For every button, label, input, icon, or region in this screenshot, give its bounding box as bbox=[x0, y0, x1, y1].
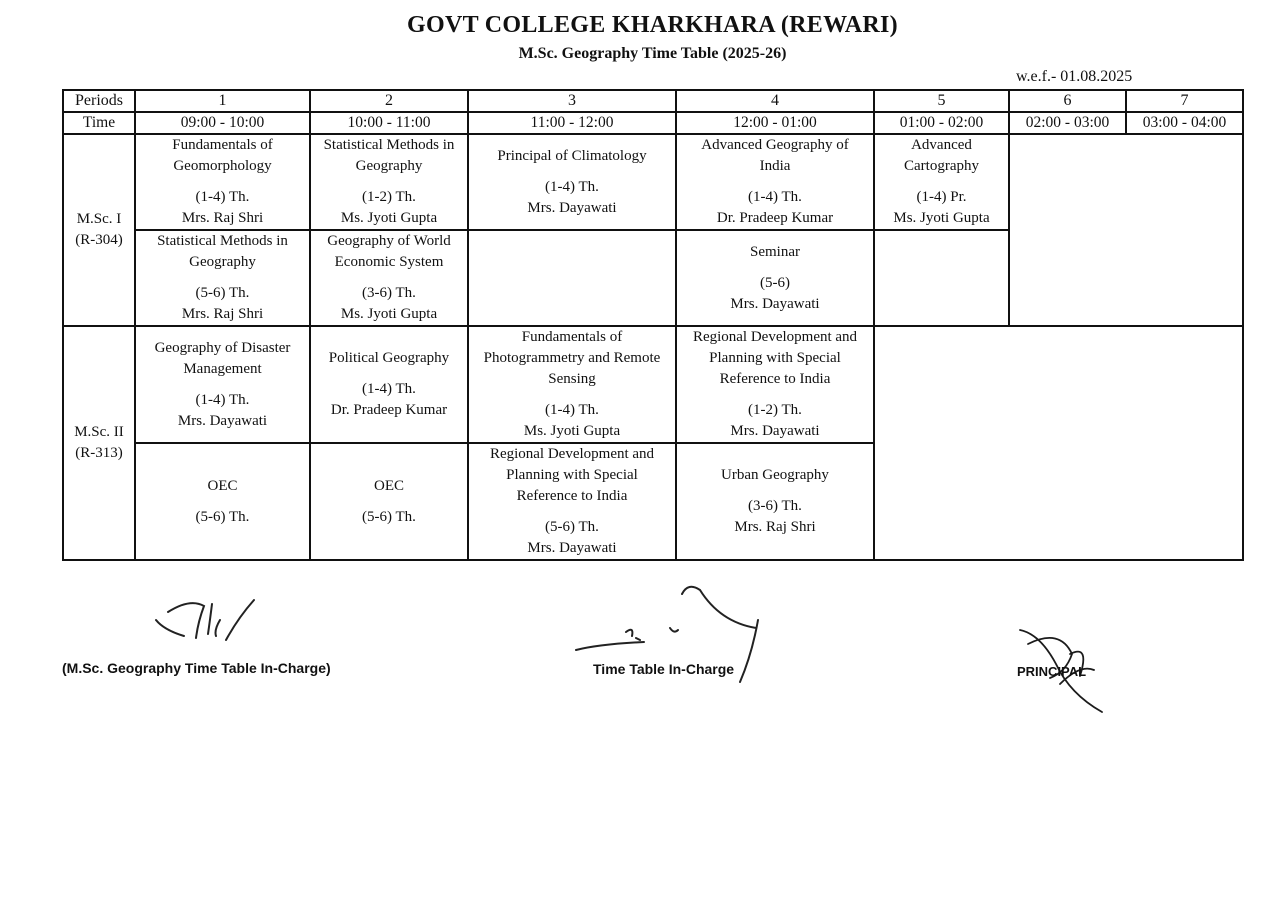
period-number: 4 bbox=[676, 90, 874, 112]
empty-cell bbox=[874, 326, 1243, 560]
timetable-cell bbox=[874, 134, 1009, 230]
timetable-cell bbox=[135, 230, 310, 326]
spacer bbox=[312, 369, 466, 379]
course-code: (5-6) Th. bbox=[195, 508, 250, 525]
class-name: M.Sc. I bbox=[76, 211, 122, 227]
signature-label-right: PRINCIPAL bbox=[1017, 664, 1087, 679]
subject-title: Photogrammetry and Remote bbox=[483, 350, 661, 366]
timetable bbox=[62, 89, 1244, 561]
subject-title: Management bbox=[183, 360, 262, 377]
spacer bbox=[678, 177, 872, 187]
timetable-cell bbox=[676, 134, 874, 230]
spacer bbox=[312, 497, 466, 507]
spacer bbox=[678, 390, 872, 400]
spacer bbox=[137, 380, 308, 390]
timetable-cell bbox=[676, 443, 874, 560]
timetable-cell bbox=[310, 326, 468, 443]
teacher-name: Mrs. Dayawati bbox=[730, 423, 820, 439]
teacher-name: Ms. Jyoti Gupta bbox=[893, 210, 990, 226]
timetable-cell bbox=[135, 443, 310, 560]
teacher-name: Mrs. Dayawati bbox=[177, 412, 268, 429]
subject-title: Geomorphology bbox=[173, 158, 272, 174]
teacher-name: Mrs. Dayawati bbox=[730, 295, 820, 312]
teacher-name: Mrs. Dayawati bbox=[527, 540, 617, 556]
teacher-name: Mrs. Dayawati bbox=[527, 199, 617, 216]
teacher-name: Dr. Pradeep Kumar bbox=[716, 210, 834, 226]
course-code: (1-4) Th. bbox=[748, 189, 802, 205]
spacer bbox=[137, 497, 308, 507]
periods-row bbox=[63, 90, 1243, 112]
subject-title: Fundamentals of bbox=[172, 137, 273, 153]
spacer bbox=[137, 177, 308, 187]
subject-title: Statistical Methods in bbox=[323, 137, 455, 153]
timetable-cell bbox=[310, 443, 468, 560]
subject-title: Reference to India bbox=[719, 371, 831, 387]
period-number: 1 bbox=[135, 90, 310, 112]
subject-title: Regional Development and bbox=[489, 446, 655, 462]
empty-cell bbox=[874, 230, 1009, 326]
teacher-name: Mrs. Raj Shri bbox=[181, 210, 264, 226]
timetable-cell bbox=[310, 230, 468, 326]
teacher-name: Ms. Jyoti Gupta bbox=[523, 423, 621, 439]
class-label-msc2 bbox=[63, 326, 135, 560]
course-code: (1-4) Pr. bbox=[916, 189, 967, 205]
teacher-name: Mrs. Raj Shri bbox=[181, 306, 264, 322]
timetable-cell bbox=[676, 326, 874, 443]
spacer bbox=[137, 273, 308, 283]
teacher-name: Ms. Jyoti Gupta bbox=[340, 210, 438, 226]
class-name: M.Sc. II bbox=[74, 424, 124, 440]
subject-title: Regional Development and bbox=[692, 329, 858, 345]
time-slot: 01:00 - 02:00 bbox=[874, 112, 1009, 134]
time-slot: 09:00 - 10:00 bbox=[135, 112, 310, 134]
empty-cell bbox=[468, 230, 676, 326]
subject-title: Political Geography bbox=[328, 350, 450, 366]
period-number: 3 bbox=[468, 90, 676, 112]
timetable-cell bbox=[468, 443, 676, 560]
period-number: 6 bbox=[1009, 90, 1126, 112]
time-slot: 11:00 - 12:00 bbox=[468, 112, 676, 134]
signature-left bbox=[150, 590, 270, 650]
time-row bbox=[63, 112, 1243, 134]
subject-title: Geography bbox=[189, 254, 256, 270]
course-code: (5-6) Th. bbox=[195, 285, 250, 301]
subject-title: India bbox=[759, 158, 791, 174]
course-code: (1-2) Th. bbox=[748, 402, 802, 418]
teacher-name: Mrs. Raj Shri bbox=[734, 519, 816, 535]
timetable-cell bbox=[468, 134, 676, 230]
subject-title: OEC bbox=[374, 477, 404, 494]
teacher-name: Dr. Pradeep Kumar bbox=[330, 402, 448, 418]
subject-title: Geography of World bbox=[327, 233, 451, 249]
subject-title: Fundamentals of bbox=[521, 329, 623, 345]
subject-title: Economic System bbox=[334, 254, 444, 270]
timetable-cell bbox=[135, 134, 310, 230]
subject-title: Statistical Methods in bbox=[157, 233, 288, 249]
timetable-cell bbox=[676, 230, 874, 326]
teacher-name: Ms. Jyoti Gupta bbox=[340, 306, 438, 322]
class-label-msc1 bbox=[63, 134, 135, 326]
spacer bbox=[470, 390, 674, 400]
subject-title: Sensing bbox=[548, 371, 596, 387]
timetable-cell bbox=[135, 326, 310, 443]
spacer bbox=[470, 167, 674, 177]
subject-title: Advanced Geography of bbox=[701, 137, 849, 153]
room-number: (R-313) bbox=[75, 445, 123, 461]
subject-title: Cartography bbox=[904, 158, 979, 174]
spacer bbox=[678, 486, 872, 496]
spacer bbox=[312, 273, 466, 283]
effective-date: w.e.f.- 01.08.2025 bbox=[1016, 68, 1133, 85]
spacer bbox=[876, 177, 1007, 187]
course-code: (5-6) Th. bbox=[362, 508, 416, 525]
subject-title: OEC bbox=[207, 477, 238, 494]
period-number: 2 bbox=[310, 90, 468, 112]
time-slot: 03:00 - 04:00 bbox=[1126, 112, 1243, 134]
subject-title: Urban Geography bbox=[721, 467, 829, 483]
subject-title: Planning with Special bbox=[709, 350, 841, 366]
subject-title: Geography of Disaster bbox=[154, 339, 291, 356]
periods-label: Periods bbox=[63, 90, 135, 112]
course-code: (1-4) Th. bbox=[195, 189, 250, 205]
room-number: (R-304) bbox=[75, 232, 123, 248]
course-code: (1-4) Th. bbox=[545, 178, 599, 195]
empty-cell bbox=[1009, 134, 1243, 326]
spacer bbox=[678, 263, 872, 273]
course-code: (3-6) Th. bbox=[748, 498, 802, 514]
subject-title: Reference to India bbox=[516, 488, 628, 504]
timetable-cell bbox=[468, 326, 676, 443]
period-number: 7 bbox=[1126, 90, 1243, 112]
course-code: (3-6) Th. bbox=[362, 285, 416, 301]
subject-title: Geography bbox=[355, 158, 423, 174]
time-slot: 02:00 - 03:00 bbox=[1009, 112, 1126, 134]
signature-label-left: (M.Sc. Geography Time Table In-Charge) bbox=[62, 660, 331, 676]
time-slot: 12:00 - 01:00 bbox=[676, 112, 874, 134]
subject-title: Seminar bbox=[750, 243, 800, 260]
subject-title: Advanced bbox=[911, 137, 972, 153]
msc1-row-1 bbox=[63, 134, 1243, 230]
timetable-cell bbox=[310, 134, 468, 230]
subject-title: Principal of Climatology bbox=[497, 147, 647, 164]
timetable-subtitle: M.Sc. Geography Time Table (2025-26) bbox=[518, 45, 787, 62]
subject-title: Planning with Special bbox=[506, 467, 638, 483]
course-code: (1-4) Th. bbox=[545, 402, 599, 418]
course-code: (1-4) Th. bbox=[362, 381, 416, 397]
course-code: (1-2) Th. bbox=[362, 189, 416, 205]
time-label: Time bbox=[63, 112, 135, 134]
spacer bbox=[470, 507, 674, 517]
spacer bbox=[312, 177, 466, 187]
course-code: (5-6) Th. bbox=[545, 519, 599, 535]
time-slot: 10:00 - 11:00 bbox=[310, 112, 468, 134]
period-number: 5 bbox=[874, 90, 1009, 112]
course-code: (1-4) Th. bbox=[195, 391, 250, 408]
signature-label-middle: Time Table In-Charge bbox=[593, 661, 735, 677]
msc2-row-1 bbox=[63, 326, 1243, 443]
college-title: GOVT COLLEGE KHARKHARA (REWARI) bbox=[407, 12, 898, 38]
course-code: (5-6) bbox=[760, 274, 790, 291]
